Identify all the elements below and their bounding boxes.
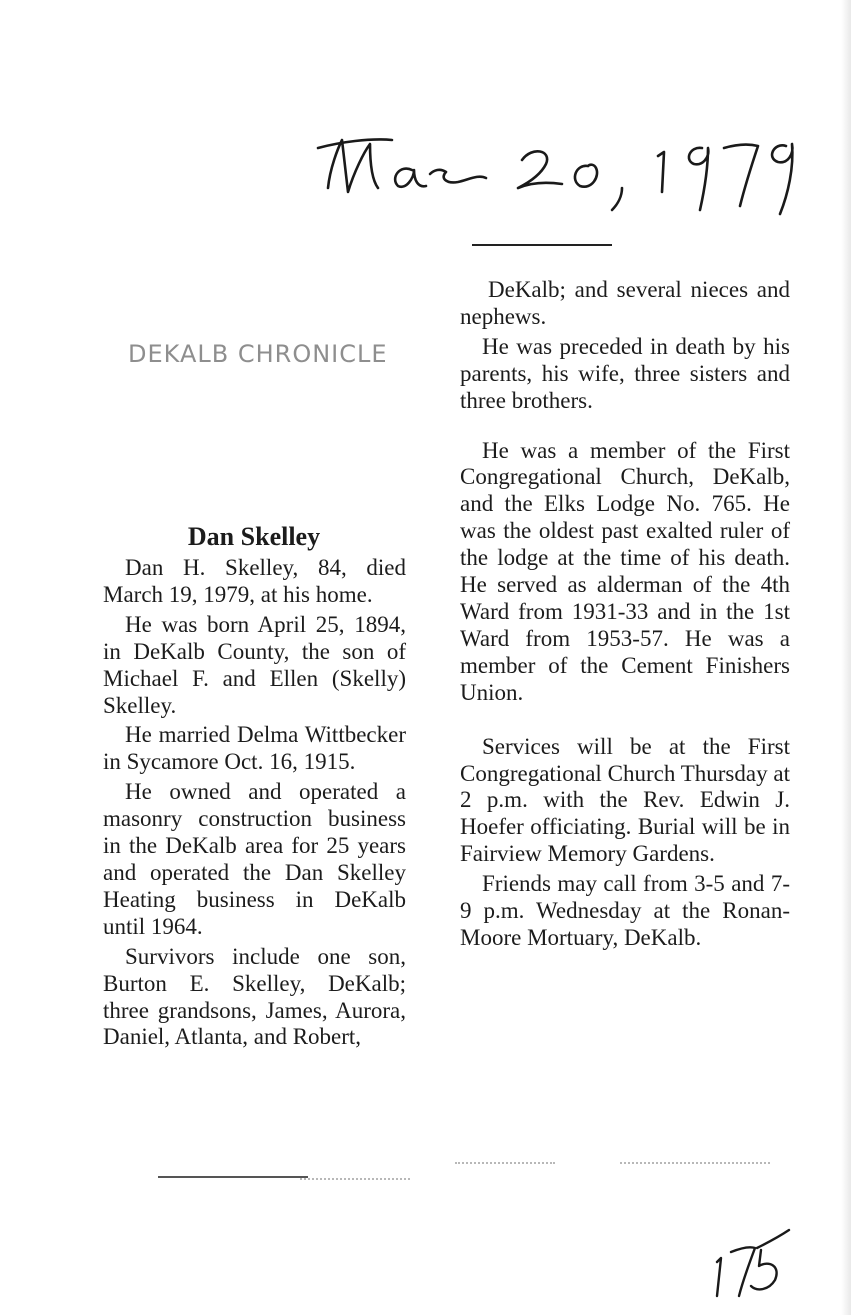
obituary-headline: Dan Skelley (187, 522, 321, 551)
obituary-paragraph: Friends may call from 3-5 and 7-9 p.m. Wednesday at the Ronan-Moore Mortuary, DeKalb. (460, 871, 790, 950)
obituary-paragraph: Dan H. Skelley, 84, died March 19, 1979, at his home. (103, 555, 406, 607)
scan-edge-shadow (841, 0, 851, 1315)
obituary-right-column (460, 277, 790, 952)
dotted-cut-line (300, 1178, 410, 1180)
obituary-paragraph: He married Delma Wittbecker in Sycamore Oct. 16, 1915. (103, 722, 406, 775)
column-bottom-rule (158, 1176, 308, 1178)
obituary-paragraph: He was preceded in death by his parents, his wife, three sisters and three brothers. (460, 333, 790, 413)
obituary-paragraph: Services will be at the First Congregational Church Thursday at 2 p.m. with the Rev. Edwin J. Hoefer officiating. Burial will be in Fairview Memory Gardens. (460, 733, 790, 867)
obituary-paragraph: DeKalb; and several nieces and nephews. (460, 277, 790, 329)
column-top-rule (472, 244, 612, 246)
obituary-paragraph: He was a member of the First Congregational Church, DeKalb, and the Elks Lodge No. 765. He was the oldest past exalted ruler of the lodge at the time of his death. He served as alderman of the 4th Ward from 1931-33 and in the 1st Ward from 1953-57. He was a member of the Cement Finishers Union. (460, 437, 790, 705)
obituary-left-column (103, 555, 406, 1051)
dotted-cut-line (455, 1162, 555, 1164)
dotted-cut-line (620, 1162, 770, 1164)
handwritten-page-number (705, 1222, 795, 1302)
obituary-paragraph: He was born April 25, 1894, in DeKalb County, the son of Michael F. and Ellen (Skelly) Skelley. (103, 611, 406, 718)
newspaper-source-stamp: DEKALB CHRONICLE (128, 340, 388, 368)
obituary-paragraph: He owned and operated a masonry construction business in the DeKalb area for 25 years and operated the Dan Skelley Heating business in DeKalb until 1964. (103, 779, 406, 939)
obituary-paragraph: Survivors include one son, Burton E. Skelley, DeKalb; three grandsons, James, Aurora, Daniel, Atlanta, and Robert, (103, 943, 406, 1050)
handwritten-date (300, 118, 820, 228)
